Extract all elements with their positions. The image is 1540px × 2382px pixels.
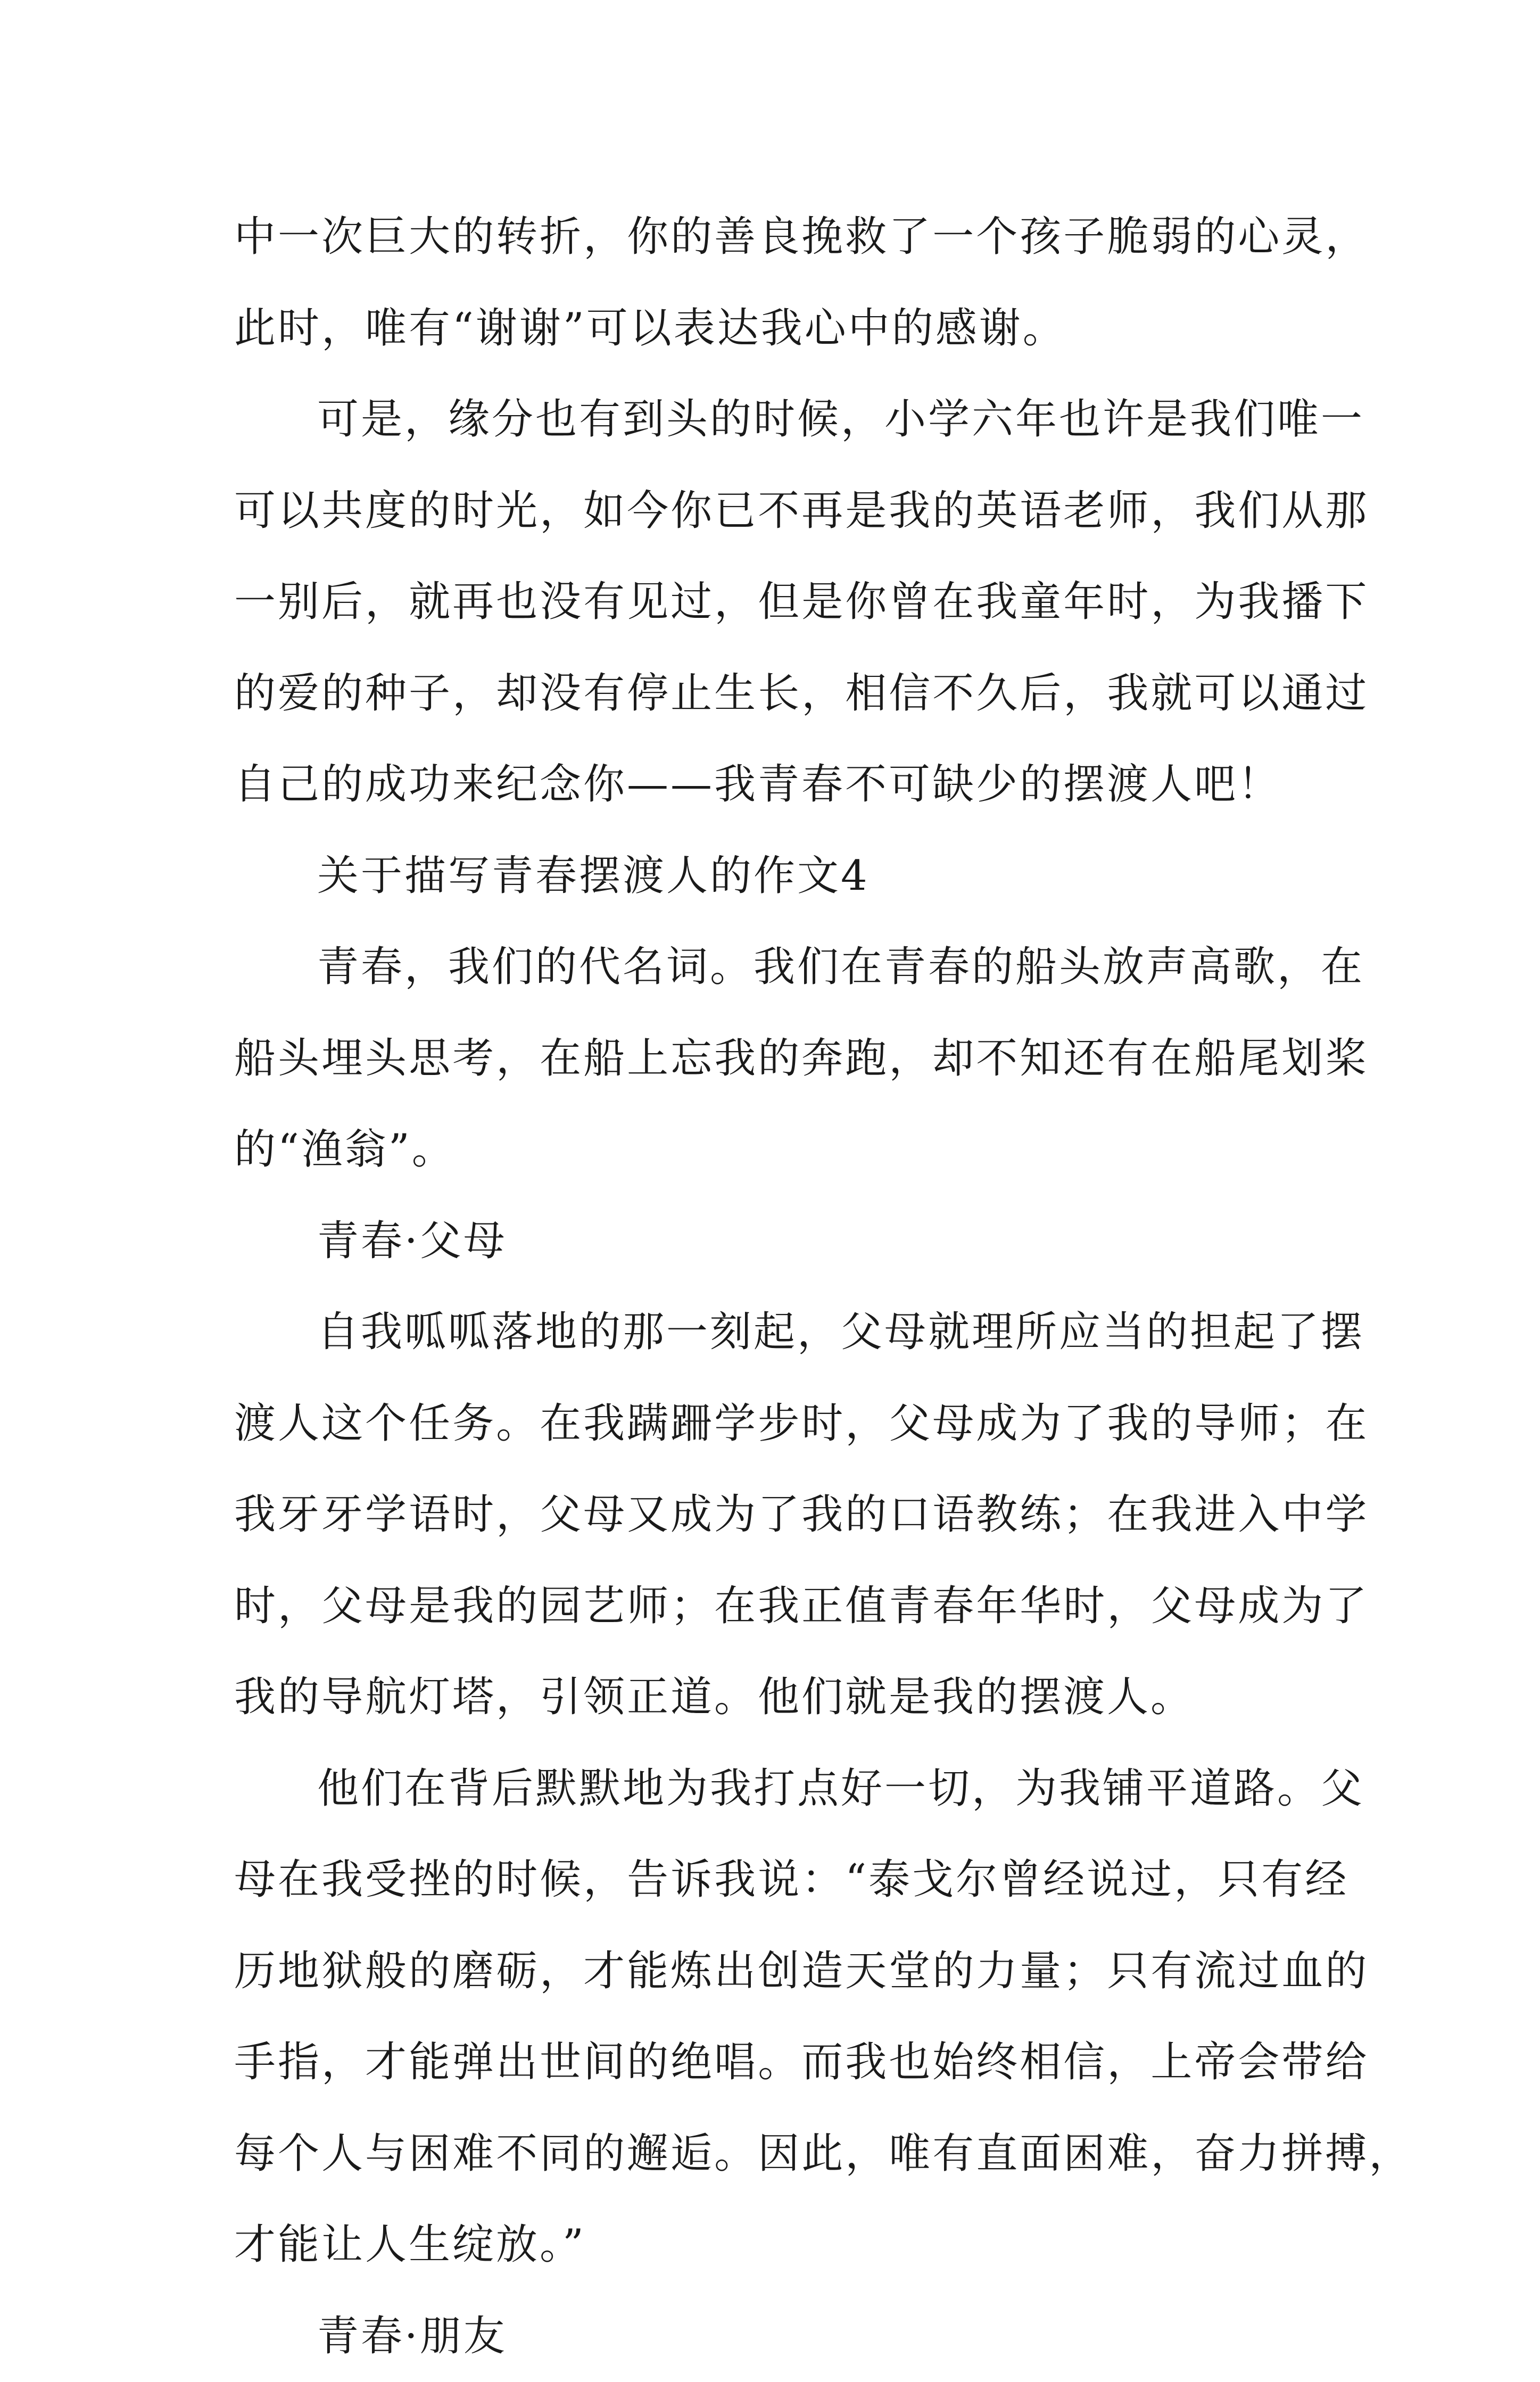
- body-text-line: 此时，唯有“谢谢”可以表达我心中的感谢。: [234, 283, 1317, 375]
- body-text-line: 渡 人 这 个 任 务 。 在 我 蹒 跚 学 步 时 ， 父 母 成 为 了 我 的 导 师 ； 在: [234, 1378, 1317, 1470]
- body-text-line: 母 在 我 受 挫 的 时 候 ， 告 诉 我 说 ： “ 泰 戈 尔 曾 经 说 过 ， 只 有 经: [234, 1834, 1317, 1926]
- paragraph-first-line: 青春，我们的代名词。我们在青春的船头放声高歌，在: [234, 922, 1317, 1013]
- paragraph-first-line: 他们在背后默默地为我打点好一切，为我铺平道路。父: [234, 1743, 1317, 1835]
- body-text-line: 时 ， 父 母 是 我 的 园 艺 师 ； 在 我 正 值 青 春 年 华 时 ， 父 母 成 为 了: [234, 1561, 1317, 1652]
- body-text-line: 手 指 ， 才 能 弹 出 世 间 的 绝 唱 。 而 我 也 始 终 相 信 ， 上 帝 会 带 给: [234, 2017, 1317, 2108]
- section-heading: 青春·父母: [234, 1196, 1317, 1287]
- body-text-line: 我的导航灯塔，引领正道。他们就是我的摆渡人。: [234, 1652, 1317, 1743]
- body-text-line: 中 一 次 巨 大 的 转 折 ， 你 的 善 良 挽 救 了 一 个 孩 子 脆 弱 的 心 灵 ，: [234, 192, 1317, 283]
- body-text-line: 每 个 人 与 困 难 不 同 的 邂 逅 。 因 此 ， 唯 有 直 面 困 难 ， 奋 力 拼 搏 ，: [234, 2108, 1317, 2200]
- body-text-line: 可 以 共 度 的 时 光 ， 如 今 你 已 不 再 是 我 的 英 语 老 师 ， 我 们 从 那: [234, 466, 1317, 557]
- body-text-line: 才能让人生绽放。”: [234, 2199, 1317, 2291]
- body-text-line: 一 别 后 ， 就 再 也 没 有 见 过 ， 但 是 你 曾 在 我 童 年 时 ， 为 我 播 下: [234, 557, 1317, 648]
- body-text-line: 的 爱 的 种 子 ， 却 没 有 停 止 生 长 ， 相 信 不 久 后 ， 我 就 可 以 通 过: [234, 648, 1317, 740]
- essay-body: [234, 192, 1317, 2382]
- section-heading: 青春·朋友: [234, 2291, 1317, 2382]
- section-heading: 关于描写青春摆渡人的作文4: [234, 831, 1317, 922]
- body-text-line: 我 牙 牙 学 语 时 ， 父 母 又 成 为 了 我 的 口 语 教 练 ； 在 我 进 入 中 学: [234, 1469, 1317, 1561]
- body-text-line: 船 头 埋 头 思 考 ， 在 船 上 忘 我 的 奔 跑 ， 却 不 知 还 有 在 船 尾 划 桨: [234, 1013, 1317, 1105]
- body-text-line: 自己的成功来纪念你——我青春不可缺少的摆渡人吧！: [234, 739, 1317, 831]
- body-text-line: 历 地 狱 般 的 磨 砺 ， 才 能 炼 出 创 造 天 堂 的 力 量 ； 只 有 流 过 血 的: [234, 1926, 1317, 2017]
- paragraph-first-line: 自我呱呱落地的那一刻起，父母就理所应当的担起了摆: [234, 1287, 1317, 1378]
- paragraph-first-line: 可是，缘分也有到头的时候，小学六年也许是我们唯一: [234, 374, 1317, 466]
- body-text-line: 的“渔翁”。: [234, 1104, 1317, 1196]
